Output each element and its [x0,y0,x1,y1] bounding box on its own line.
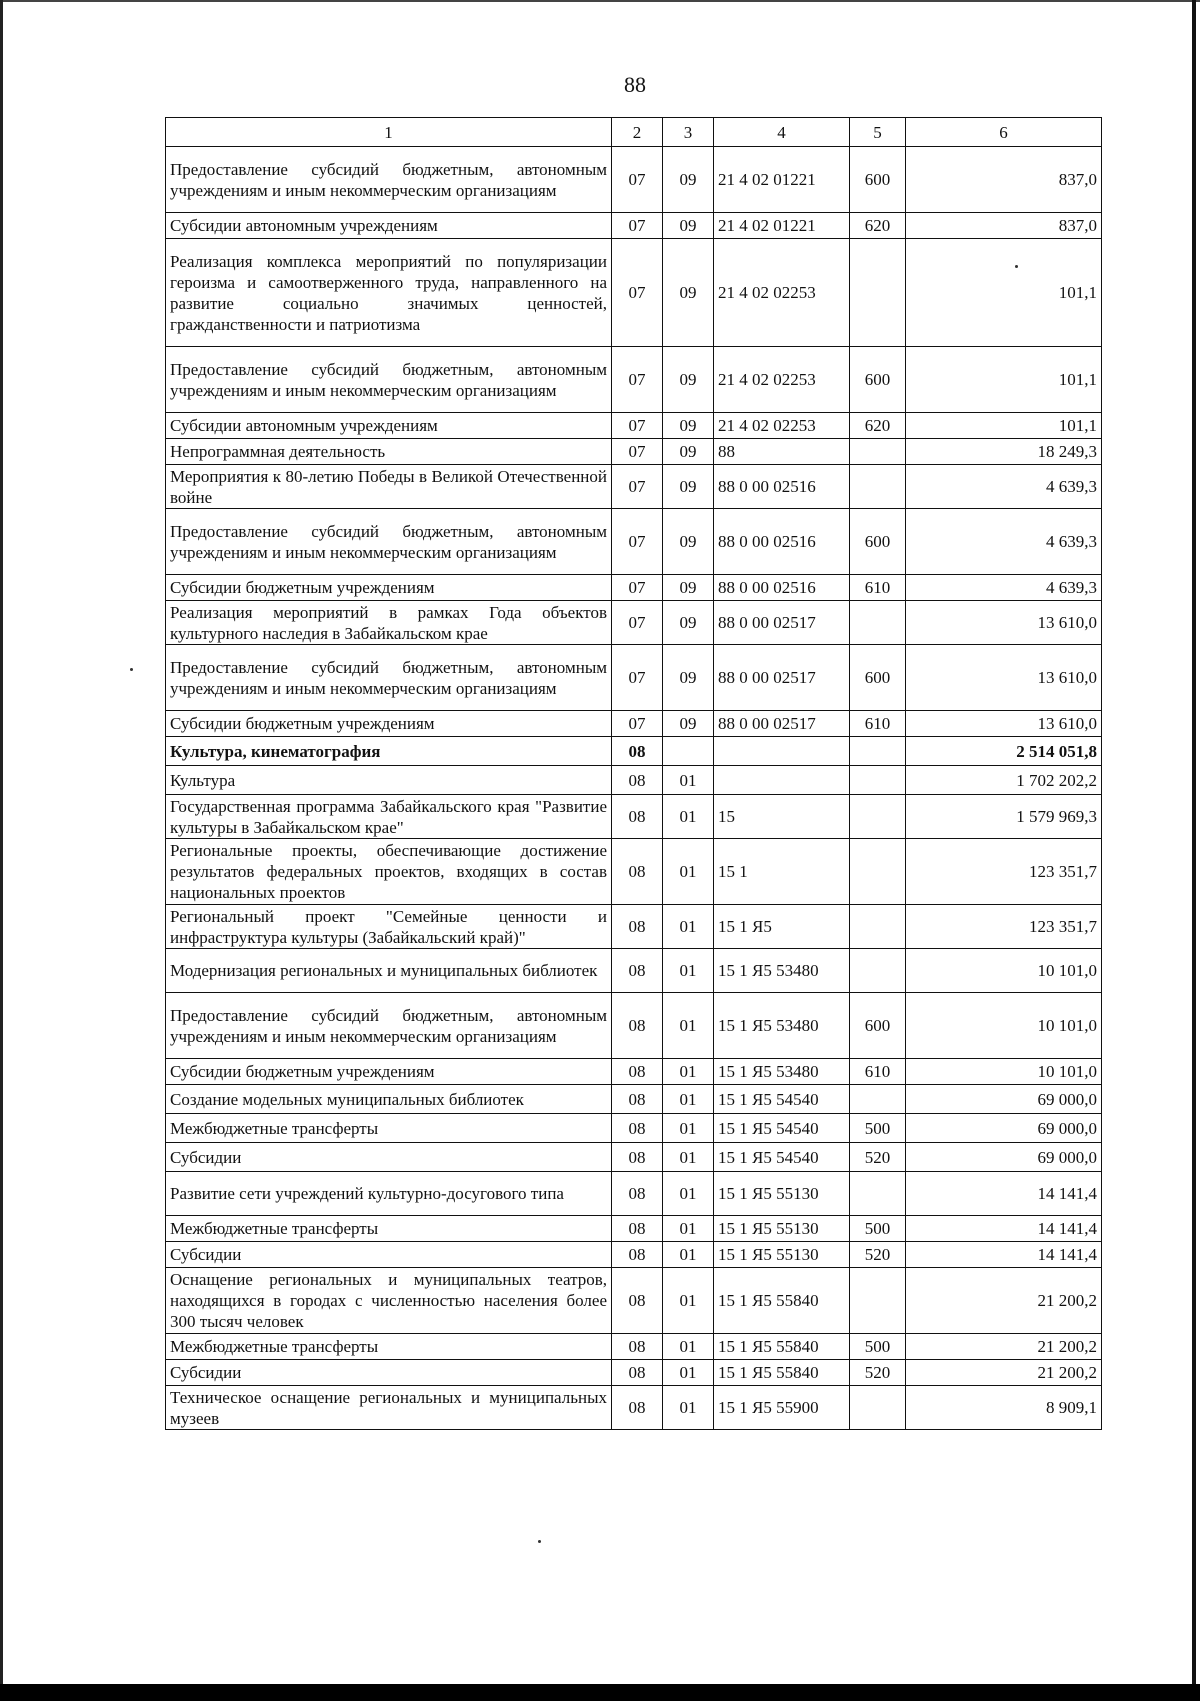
row-expense-type-cell [850,1268,906,1334]
table-row [166,905,1102,949]
row-target-article-cell: 15 1 Я5 53480 [714,993,850,1059]
row-subsection-cell: 01 [663,1360,714,1386]
row-amount-cell: 14 141,4 [906,1242,1102,1268]
row-expense-type-cell: 520 [850,1242,906,1268]
table-row [166,439,1102,465]
row-section-cell: 08 [612,993,663,1059]
row-section-cell: 08 [612,1334,663,1360]
row-target-article-cell: 15 1 Я5 53480 [714,949,850,993]
scan-speck [130,668,133,671]
row-target-article-cell: 15 1 Я5 55130 [714,1172,850,1216]
page-number: 88 [624,72,646,97]
row-expense-type-cell: 600 [850,347,906,413]
row-name-cell: Предоставление субсидий бюджетным, автономным учреждениям и иным некоммерческим организациям [166,147,612,213]
scan-edge-left [0,0,3,1701]
row-subsection-cell: 09 [663,601,714,645]
row-section-cell: 08 [612,737,663,766]
row-section-cell: 07 [612,465,663,509]
row-expense-type-cell [850,1085,906,1114]
row-expense-type-cell [850,737,906,766]
row-amount-cell: 101,1 [906,347,1102,413]
row-name-cell: Межбюджетные трансферты [166,1216,612,1242]
table-row [166,993,1102,1059]
row-target-article-cell: 15 1 Я5 [714,905,850,949]
row-target-article-cell: 21 4 02 01221 [714,147,850,213]
row-name-cell: Региональный проект "Семейные ценности и инфраструктура культуры (Забайкальский край)" [166,905,612,949]
row-expense-type-cell: 500 [850,1334,906,1360]
row-section-cell: 07 [612,413,663,439]
row-amount-cell: 1 702 202,2 [906,766,1102,795]
row-amount-cell: 101,1 [906,413,1102,439]
table-row [166,213,1102,239]
row-subsection-cell: 09 [663,213,714,239]
row-name-cell: Реализация комплекса мероприятий по популяризации героизма и самоотверженного труда, направленного на развитие социально значимых ценностей, гражданственности и патриотизма [166,239,612,347]
row-target-article-cell: 15 1 Я5 54540 [714,1114,850,1143]
row-name-cell: Реализация мероприятий в рамках Года объектов культурного наследия в Забайкальском крае [166,601,612,645]
col-header-name: 1 [166,118,612,147]
row-expense-type-cell [850,1386,906,1430]
row-amount-cell: 10 101,0 [906,1059,1102,1085]
row-name-cell: Развитие сети учреждений культурно-досугового типа [166,1172,612,1216]
col-header-amount: 6 [906,118,1102,147]
row-expense-type-cell [850,601,906,645]
row-section-cell: 07 [612,711,663,737]
row-target-article-cell: 15 1 Я5 54540 [714,1085,850,1114]
row-section-cell: 08 [612,1059,663,1085]
table-row [166,711,1102,737]
row-target-article-cell: 88 0 00 02516 [714,465,850,509]
row-name-cell: Региональные проекты, обеспечивающие достижение результатов федеральных проектов, входящих в состав национальных проектов [166,839,612,905]
row-amount-cell: 69 000,0 [906,1085,1102,1114]
row-section-cell: 08 [612,905,663,949]
row-target-article-cell: 15 1 Я5 55900 [714,1386,850,1430]
row-amount-cell: 2 514 051,8 [906,737,1102,766]
table-header-row [166,118,1102,147]
row-target-article-cell: 21 4 02 01221 [714,213,850,239]
row-expense-type-cell: 600 [850,147,906,213]
row-section-cell: 07 [612,239,663,347]
row-section-cell: 07 [612,213,663,239]
row-expense-type-cell: 610 [850,575,906,601]
table-row [166,347,1102,413]
row-name-cell: Мероприятия к 80-летию Победы в Великой Отечественной войне [166,465,612,509]
row-expense-type-cell: 520 [850,1360,906,1386]
row-name-cell: Субсидии автономным учреждениям [166,213,612,239]
table-row [166,575,1102,601]
row-section-cell: 08 [612,795,663,839]
row-subsection-cell: 01 [663,1334,714,1360]
row-amount-cell: 13 610,0 [906,601,1102,645]
table-row [166,1334,1102,1360]
scan-edge-right [1192,0,1196,1701]
row-target-article-cell: 15 1 Я5 55130 [714,1242,850,1268]
row-section-cell: 07 [612,347,663,413]
row-subsection-cell: 09 [663,645,714,711]
row-target-article-cell: 15 1 Я5 54540 [714,1143,850,1172]
row-target-article-cell [714,737,850,766]
table-row [166,645,1102,711]
row-amount-cell: 69 000,0 [906,1114,1102,1143]
row-expense-type-cell: 620 [850,413,906,439]
row-subsection-cell: 01 [663,1114,714,1143]
row-name-cell: Субсидии бюджетным учреждениям [166,575,612,601]
table-row [166,147,1102,213]
table-row [166,1242,1102,1268]
row-expense-type-cell: 520 [850,1143,906,1172]
row-section-cell: 08 [612,1268,663,1334]
row-name-cell: Субсидии [166,1360,612,1386]
row-expense-type-cell: 600 [850,645,906,711]
row-target-article-cell: 21 4 02 02253 [714,347,850,413]
row-target-article-cell: 88 0 00 02516 [714,575,850,601]
row-section-cell: 07 [612,439,663,465]
row-amount-cell: 21 200,2 [906,1334,1102,1360]
row-subsection-cell: 01 [663,1216,714,1242]
row-amount-cell: 10 101,0 [906,949,1102,993]
row-subsection-cell: 09 [663,509,714,575]
row-name-cell: Предоставление субсидий бюджетным, автономным учреждениям и иным некоммерческим организациям [166,509,612,575]
row-name-cell: Культура [166,766,612,795]
row-name-cell: Государственная программа Забайкальского края "Развитие культуры в Забайкальском крае" [166,795,612,839]
row-amount-cell: 4 639,3 [906,509,1102,575]
row-name-cell: Техническое оснащение региональных и муниципальных музеев [166,1386,612,1430]
row-subsection-cell: 09 [663,575,714,601]
row-name-cell: Субсидии бюджетным учреждениям [166,711,612,737]
budget-table [165,117,1102,1430]
scan-edge-bottom [0,1684,1200,1701]
col-header-subsection: 3 [663,118,714,147]
row-expense-type-cell [850,439,906,465]
row-target-article-cell: 88 [714,439,850,465]
row-section-cell: 08 [612,1360,663,1386]
table-row [166,509,1102,575]
row-section-cell: 08 [612,839,663,905]
row-expense-type-cell: 500 [850,1114,906,1143]
row-target-article-cell: 15 [714,795,850,839]
table-row [166,1143,1102,1172]
row-expense-type-cell [850,905,906,949]
table-row [166,1386,1102,1430]
row-target-article-cell [714,766,850,795]
table-row [166,465,1102,509]
row-target-article-cell: 15 1 Я5 55840 [714,1360,850,1386]
row-subsection-cell: 09 [663,439,714,465]
row-amount-cell: 14 141,4 [906,1216,1102,1242]
row-expense-type-cell: 600 [850,993,906,1059]
row-section-cell: 07 [612,575,663,601]
row-amount-cell: 8 909,1 [906,1386,1102,1430]
row-amount-cell: 14 141,4 [906,1172,1102,1216]
table-row [166,949,1102,993]
row-section-cell: 08 [612,1143,663,1172]
row-subsection-cell: 09 [663,465,714,509]
table-row [166,795,1102,839]
table-row [166,1360,1102,1386]
row-target-article-cell: 15 1 Я5 55840 [714,1334,850,1360]
col-header-target-article: 4 [714,118,850,147]
row-expense-type-cell: 600 [850,509,906,575]
row-amount-cell: 837,0 [906,213,1102,239]
row-amount-cell: 1 579 969,3 [906,795,1102,839]
row-name-cell: Субсидии автономным учреждениям [166,413,612,439]
table-row [166,737,1102,766]
row-section-cell: 08 [612,1085,663,1114]
row-name-cell: Создание модельных муниципальных библиотек [166,1085,612,1114]
row-section-cell: 08 [612,949,663,993]
row-section-cell: 07 [612,601,663,645]
row-subsection-cell: 01 [663,1059,714,1085]
row-section-cell: 08 [612,1216,663,1242]
row-amount-cell: 101,1 [906,239,1102,347]
row-subsection-cell: 01 [663,1242,714,1268]
row-name-cell: Межбюджетные трансферты [166,1334,612,1360]
row-amount-cell: 13 610,0 [906,711,1102,737]
table-row [166,1172,1102,1216]
table-row [166,839,1102,905]
table-row [166,413,1102,439]
row-name-cell: Субсидии бюджетным учреждениям [166,1059,612,1085]
row-section-cell: 07 [612,645,663,711]
row-amount-cell: 13 610,0 [906,645,1102,711]
row-amount-cell: 21 200,2 [906,1268,1102,1334]
row-expense-type-cell [850,465,906,509]
row-section-cell: 07 [612,147,663,213]
row-section-cell: 07 [612,509,663,575]
col-header-section: 2 [612,118,663,147]
row-section-cell: 08 [612,766,663,795]
row-target-article-cell: 21 4 02 02253 [714,413,850,439]
row-subsection-cell: 01 [663,1143,714,1172]
row-subsection-cell: 01 [663,1268,714,1334]
row-subsection-cell: 09 [663,347,714,413]
row-expense-type-cell [850,766,906,795]
row-section-cell: 08 [612,1172,663,1216]
table-row [166,239,1102,347]
table-row [166,1216,1102,1242]
row-name-cell: Предоставление субсидий бюджетным, автономным учреждениям и иным некоммерческим организациям [166,347,612,413]
row-expense-type-cell [850,949,906,993]
row-target-article-cell: 21 4 02 02253 [714,239,850,347]
row-amount-cell: 10 101,0 [906,993,1102,1059]
table-row [166,601,1102,645]
row-expense-type-cell [850,1172,906,1216]
row-subsection-cell: 01 [663,949,714,993]
row-amount-cell: 69 000,0 [906,1143,1102,1172]
row-subsection-cell: 01 [663,839,714,905]
row-subsection-cell: 01 [663,1386,714,1430]
row-amount-cell: 123 351,7 [906,839,1102,905]
row-section-cell: 08 [612,1386,663,1430]
row-subsection-cell: 01 [663,1085,714,1114]
row-expense-type-cell: 620 [850,213,906,239]
row-amount-cell: 21 200,2 [906,1360,1102,1386]
row-target-article-cell: 15 1 Я5 55840 [714,1268,850,1334]
row-expense-type-cell: 500 [850,1216,906,1242]
row-section-cell: 08 [612,1242,663,1268]
table-row [166,766,1102,795]
row-subsection-cell: 09 [663,711,714,737]
scan-speck [538,1540,541,1543]
row-subsection-cell: 01 [663,766,714,795]
row-name-cell: Субсидии [166,1143,612,1172]
row-section-cell: 08 [612,1114,663,1143]
row-name-cell: Межбюджетные трансферты [166,1114,612,1143]
row-amount-cell: 4 639,3 [906,575,1102,601]
row-expense-type-cell [850,795,906,839]
row-subsection-cell: 09 [663,147,714,213]
col-header-expense-type: 5 [850,118,906,147]
row-name-cell: Субсидии [166,1242,612,1268]
row-target-article-cell: 88 0 00 02516 [714,509,850,575]
row-amount-cell: 837,0 [906,147,1102,213]
row-amount-cell: 4 639,3 [906,465,1102,509]
row-subsection-cell: 01 [663,1172,714,1216]
scan-edge-top [0,0,1200,2]
row-target-article-cell: 88 0 00 02517 [714,601,850,645]
row-subsection-cell: 01 [663,905,714,949]
row-name-cell: Оснащение региональных и муниципальных театров, находящихся в городах с численностью населения более 300 тысяч человек [166,1268,612,1334]
row-target-article-cell: 15 1 [714,839,850,905]
row-expense-type-cell: 610 [850,1059,906,1085]
row-name-cell: Предоставление субсидий бюджетным, автономным учреждениям и иным некоммерческим организациям [166,645,612,711]
table-row [166,1268,1102,1334]
row-subsection-cell: 01 [663,795,714,839]
row-name-cell: Культура, кинематография [166,737,612,766]
row-target-article-cell: 88 0 00 02517 [714,645,850,711]
row-amount-cell: 123 351,7 [906,905,1102,949]
row-expense-type-cell [850,839,906,905]
row-name-cell: Модернизация региональных и муниципальных библиотек [166,949,612,993]
row-expense-type-cell [850,239,906,347]
row-subsection-cell [663,737,714,766]
row-target-article-cell: 15 1 Я5 53480 [714,1059,850,1085]
row-expense-type-cell: 610 [850,711,906,737]
row-name-cell: Предоставление субсидий бюджетным, автономным учреждениям и иным некоммерческим организациям [166,993,612,1059]
row-target-article-cell: 88 0 00 02517 [714,711,850,737]
row-name-cell: Непрограммная деятельность [166,439,612,465]
table-row [166,1114,1102,1143]
row-target-article-cell: 15 1 Я5 55130 [714,1216,850,1242]
table-row [166,1085,1102,1114]
row-amount-cell: 18 249,3 [906,439,1102,465]
row-subsection-cell: 01 [663,993,714,1059]
table-row [166,1059,1102,1085]
row-subsection-cell: 09 [663,413,714,439]
row-subsection-cell: 09 [663,239,714,347]
